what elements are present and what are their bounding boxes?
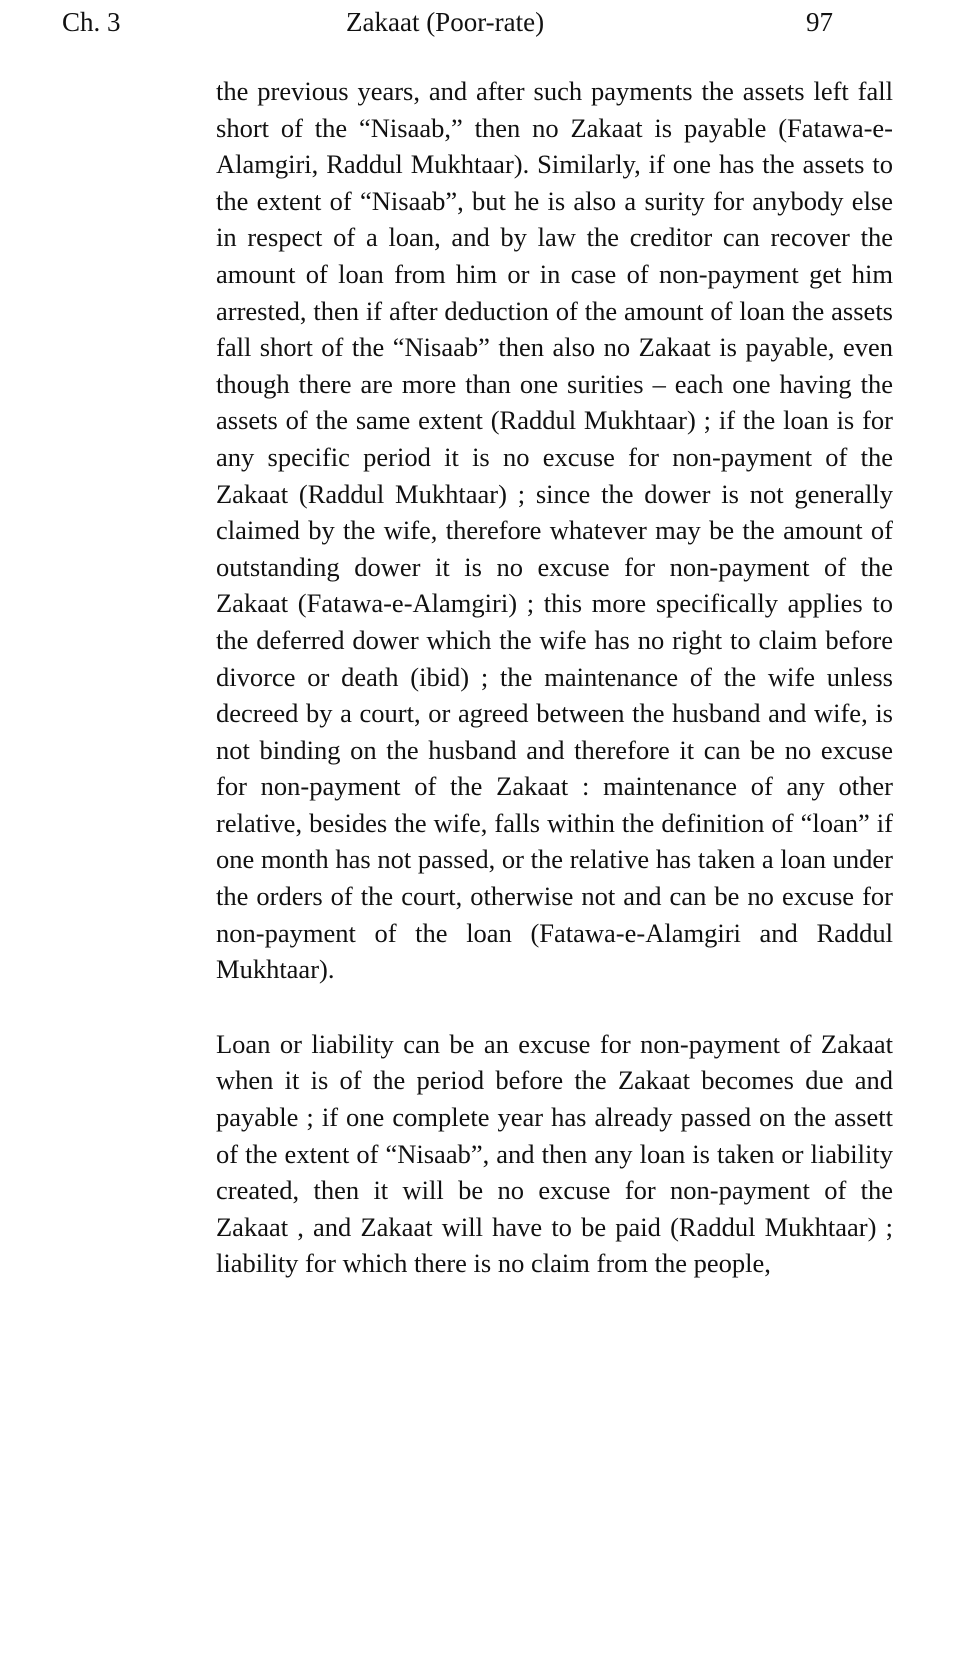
paragraph-1: the previous years, and after such payments the assets left fall short of the “Nisaab,” then no Zakaat is payable (Fatawa-e-Alamgiri, Raddul Mukhtaar). Similarly, if one has the assets to the extent of “Nisaab”, but he is also a surity for anybody else in respect of a loan, and by law the creditor can recover the amount of loan from him or in case of non-payment get him arrested, then if after deduction of the amount of loan the assets fall short of the “Nisaab” then also no Zakaat is payable, even though there are more than one surities – each one having the assets of the same extent (Raddul Mukhtaar) ; if the loan is for any specific period it is no excuse for non-payment of the Zakaat (Raddul Mukhtaar) ; since the dower is not generally claimed by the wife, therefore whatever may be the amount of outstanding dower it is no excuse for non-payment of the Zakaat (Fatawa-e-Alamgiri) ; this more specifically applies to the deferred dower which the wife has no right to claim before divorce or death (ibid) ; the maintenance of the wife unless decreed by a court, or agreed between the husband and wife, is not binding on the husband and therefore it can be no excuse for non-payment of the Zakaat : maintenance of any other relative, besides the wife, falls within the definition of “loan” if one month has not passed, or the relative has taken a loan under the orders of the court, otherwise not and can be no excuse for non-payment of the loan (Fatawa-e-Alamgiri and Raddul Mukhtaar). <box>216 76 893 985</box>
page-number: 97 <box>806 7 833 37</box>
paragraph-2: Loan or liability can be an excuse for non-payment of Zakaat when it is of the period before the Zakaat becomes due and payable ; if one complete year has already passed on the assett of the extent of “Nisaab”, and then any loan is taken or liability created, then it will be no excuse for non-payment of the Zakaat , and Zakaat will have to be paid (Raddul Mukhtaar) ; liability for which there is no claim from the people, <box>216 1028 893 1279</box>
body-text <box>216 73 893 1282</box>
chapter-title: Zakaat (Poor-rate) <box>346 7 545 37</box>
running-header <box>0 2 960 42</box>
chapter-label: Ch. 3 <box>62 7 121 37</box>
